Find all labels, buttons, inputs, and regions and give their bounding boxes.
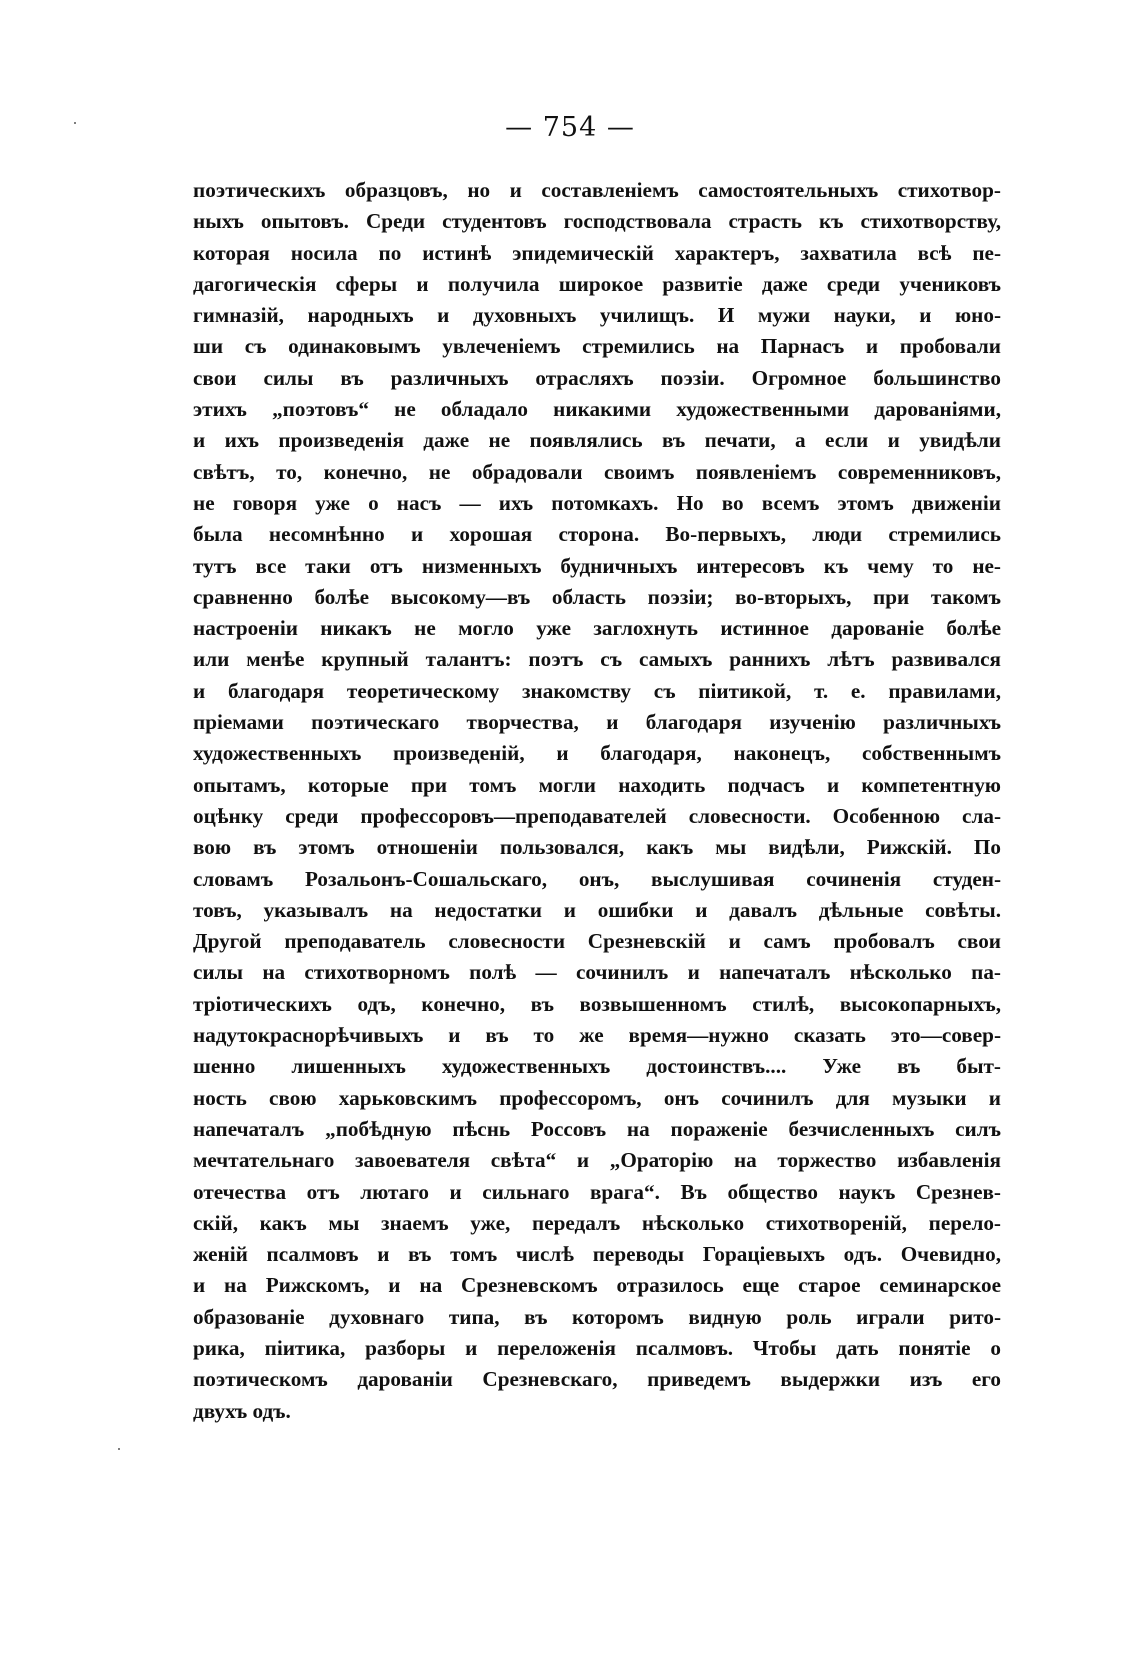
text-line: настроеніи никакъ не могло уже заглохнуть истинное дарованіе болѣе [193,616,1001,641]
text-line: ность свою харьковскимъ профессоромъ, онъ сочинилъ для музыки и [193,1085,1001,1110]
text-line: скій, какъ мы знаемъ уже, передалъ нѣсколько стихотвореній, перело- [193,1210,1001,1235]
text-line: тутъ все таки отъ низменныхъ будничныхъ интересовъ къ чему то не- [193,553,1001,578]
body-text [193,175,1001,1427]
scan-speck [118,1448,120,1450]
text-line: товъ, указывалъ на недостатки и ошибки и давалъ дѣльные совѣты. [193,897,1001,922]
text-line: художественныхъ произведеній, и благодаря, наконецъ, собственнымъ [193,741,1001,766]
text-line: поэтическомъ дарованіи Срезневскаго, приведемъ выдержки изъ его [193,1367,1001,1392]
text-line: двухъ одъ. [193,1398,291,1423]
text-line: не говоря уже о насъ — ихъ потомкахъ. Но во всемъ этомъ движеніи [193,490,1001,515]
text-line: или менѣе крупный талантъ: поэтъ съ самыхъ раннихъ лѣтъ развивался [193,647,1001,672]
text-line: и на Рижскомъ, и на Срезневскомъ отразилось еще старое семинарское [193,1273,1001,1298]
text-line: словамъ Розальонъ-Сошальскаго, онъ, выслушивая сочиненія студен- [193,866,1001,891]
text-line: свѣтъ, то, конечно, не обрадовали своимъ появленіемъ современниковъ, [193,459,1001,484]
text-line: и благодаря теоретическому знакомству съ піитикой, т. е. правилами, [193,678,1001,703]
text-line: была несомнѣнно и хорошая сторона. Во-первыхъ, люди стремились [193,522,1001,547]
text-line: оцѣнку среди профессоровъ—преподавателей словесности. Особенною сла- [193,803,1001,828]
page-number: — 754 — [505,112,635,143]
text-line: гимназій, народныхъ и духовныхъ училищъ. И мужи науки, и юно- [193,303,1001,328]
text-line: отечества отъ лютаго и сильнаго врага“. Въ общество наукъ Срезнев- [193,1179,1001,1204]
text-line: опытамъ, которые при томъ могли находить подчасъ и компетентную [193,772,1001,797]
text-line: напечаталъ „побѣдную пѣснь Россовъ на пораженіе безчисленныхъ силъ [193,1116,1001,1141]
text-line: ныхъ опытовъ. Среди студентовъ господствовала страсть къ стихотворству, [193,209,1001,234]
text-line: Другой преподаватель словесности Срезневскій и самъ пробовалъ свои [193,929,1001,954]
text-line: поэтическихъ образцовъ, но и составленіемъ самостоятельныхъ стихотвор- [193,178,1001,202]
text-line: рика, піитика, разборы и переложенія псалмовъ. Чтобы дать понятіе о [193,1335,1001,1360]
text-line: дагогическія сферы и получила широкое развитіе даже среди учениковъ [193,271,1001,296]
text-line: образованіе духовнаго типа, въ которомъ видную роль играли рито- [193,1304,1001,1329]
text-line: вою въ этомъ отношеніи пользовался, какъ мы видѣли, Рижскій. По [193,835,1001,860]
text-line: свои силы въ различныхъ отрасляхъ поэзіи. Огромное большинство [193,365,1001,390]
text-line: ши съ одинаковымъ увлеченіемъ стремились на Парнасъ и пробовали [193,334,1001,359]
text-line: мечтательнаго завоевателя свѣта“ и „Ораторію на торжество избавленія [193,1148,1001,1173]
text-line: пріемами поэтическаго творчества, и благодаря изученію различныхъ [193,710,1001,735]
text-line: шенно лишенныхъ художественныхъ достоинствъ.... Уже въ быт- [193,1054,1001,1079]
text-line: силы на стихотворномъ полѣ — сочинилъ и напечаталъ нѣсколько па- [193,960,1001,985]
text-line: которая носила по истинѣ эпидемическій характеръ, захватила всѣ пе- [193,240,1001,265]
text-line: женій псалмовъ и въ томъ числѣ переводы Гораціевыхъ одъ. Очевидно, [193,1242,1001,1267]
text-line: и ихъ произведенія даже не появлялись въ печати, а если и увидѣли [193,428,1001,453]
text-line: сравненно болѣе высокому—въ область поэзіи; во-вторыхъ, при такомъ [193,584,1001,609]
text-line: этихъ „поэтовъ“ не обладало никакими художественными дарованіями, [193,397,1001,422]
text-line: тріотическихъ одъ, конечно, въ возвышенномъ стилѣ, высокопарныхъ, [193,991,1001,1016]
text-line: надутокраснорѣчивыхъ и въ то же время—нужно сказать это—совер- [193,1023,1001,1048]
